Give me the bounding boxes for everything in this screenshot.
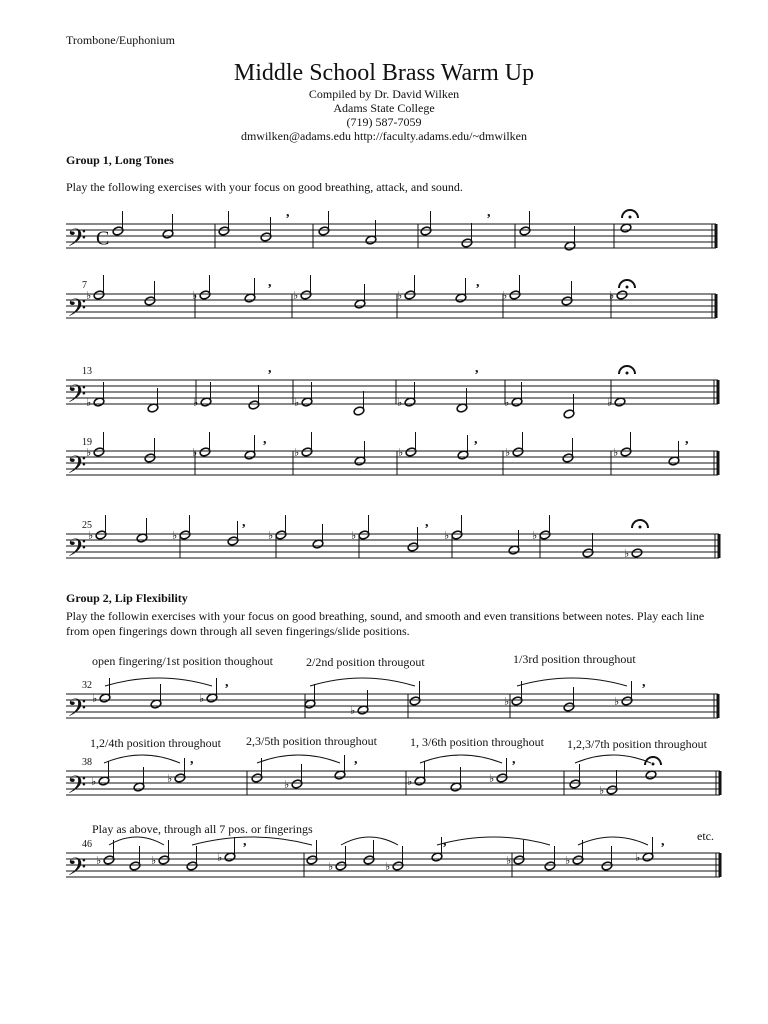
note-head — [405, 447, 417, 457]
group2-instructions: Play the followin exercises with your focus on good breathing, sound, and smooth and even transitions between notes. Play each line from open fingerings down through all seven fingerings/slide positions. — [66, 609, 705, 638]
note-head — [275, 530, 287, 540]
page-title: Middle School Brass Warm Up — [233, 60, 535, 86]
flat-icon: ♭ — [504, 396, 510, 409]
note-head — [450, 782, 462, 792]
fermata-icon — [619, 366, 635, 374]
note-head — [291, 779, 303, 789]
flat-icon: ♭ — [86, 289, 92, 302]
fermata-dot — [639, 526, 642, 529]
fermata-dot — [626, 372, 629, 375]
slur — [257, 755, 340, 763]
breath-mark-icon: , — [286, 205, 290, 220]
breath-mark-icon: , — [225, 675, 229, 690]
note-head — [420, 226, 432, 236]
note-head — [620, 223, 632, 233]
music-staff — [66, 834, 720, 888]
flat-icon: ♭ — [192, 446, 198, 459]
slur — [104, 755, 180, 763]
slur — [578, 837, 648, 845]
breath-mark-icon: , — [243, 834, 247, 849]
note-head — [509, 290, 521, 300]
flat-icon: ♭ — [284, 778, 290, 791]
note-head — [136, 533, 148, 543]
breath-mark-icon: , — [268, 275, 272, 290]
flat-icon: ♭ — [398, 446, 404, 459]
flat-icon: ♭ — [91, 775, 97, 788]
flat-icon: ♭ — [86, 396, 92, 409]
slur — [420, 755, 502, 763]
flat-icon: ♭ — [397, 396, 403, 409]
note-head — [144, 296, 156, 306]
flat-icon: ♭ — [607, 396, 613, 409]
fermata-dot — [629, 216, 632, 219]
flat-icon: ♭ — [614, 695, 620, 708]
fermata-icon — [645, 757, 661, 765]
time-signature: C — [96, 227, 110, 250]
note-head — [200, 397, 212, 407]
note-head — [539, 530, 551, 540]
note-head — [668, 456, 680, 466]
note-head — [112, 226, 124, 236]
note-head — [496, 773, 508, 783]
breath-mark-icon: , — [443, 834, 447, 849]
bass-clef-icon: 𝄢 — [67, 853, 87, 888]
note-head — [456, 403, 468, 413]
group1-heading: Group 1, Long Tones — [66, 153, 174, 167]
note-head — [248, 400, 260, 410]
flat-icon: ♭ — [505, 446, 511, 459]
note-head — [511, 397, 523, 407]
fermata-dot — [626, 286, 629, 289]
breath-mark-icon: , — [354, 752, 358, 767]
note-head — [563, 702, 575, 712]
fermata-icon — [622, 210, 638, 218]
note-head — [451, 530, 463, 540]
bass-clef-icon: 𝄢 — [67, 294, 87, 329]
measure-number: 13 — [82, 366, 92, 377]
bass-clef-icon: 𝄢 — [67, 224, 87, 259]
group1-instructions: Play the following exercises with your focus on good breathing, attack, and sound. — [66, 180, 463, 194]
note-head — [133, 782, 145, 792]
flat-icon: ♭ — [92, 692, 98, 705]
breath-mark-icon: , — [476, 275, 480, 290]
measure-number: 38 — [82, 757, 92, 768]
flat-icon: ♭ — [624, 547, 630, 560]
flat-icon: ♭ — [609, 289, 615, 302]
breath-mark-icon: , — [475, 361, 479, 376]
flat-icon: ♭ — [193, 396, 199, 409]
breath-mark-icon: , — [425, 515, 429, 530]
measure-number: 32 — [82, 680, 92, 691]
music-staff — [66, 205, 716, 259]
measure-number: 7 — [82, 280, 87, 291]
music-staff — [66, 752, 720, 806]
note-head — [186, 861, 198, 871]
note-head — [306, 855, 318, 865]
breath-mark-icon: , — [263, 432, 267, 447]
note-head — [582, 548, 594, 558]
slur — [192, 837, 312, 845]
flat-icon: ♭ — [613, 446, 619, 459]
note-head — [409, 696, 421, 706]
note-head — [513, 855, 525, 865]
note-head — [561, 296, 573, 306]
flat-icon: ♭ — [172, 529, 178, 542]
note-head — [147, 403, 159, 413]
note-head — [353, 406, 365, 416]
flat-icon: ♭ — [397, 289, 403, 302]
etc-label: etc. — [697, 829, 714, 843]
music-staff — [66, 515, 719, 569]
flat-icon: ♭ — [351, 529, 357, 542]
credit-line: Compiled by Dr. David Wilken — [308, 87, 460, 101]
note-head — [358, 530, 370, 540]
flat-icon: ♭ — [407, 775, 413, 788]
credit-line: Adams State College — [333, 101, 435, 115]
note-head — [511, 696, 523, 706]
bass-clef-icon: 𝄢 — [67, 694, 87, 729]
music-staff — [66, 361, 718, 419]
note-head — [601, 861, 613, 871]
note-head — [300, 290, 312, 300]
note-head — [642, 852, 654, 862]
note-head — [93, 397, 105, 407]
note-head — [455, 293, 467, 303]
flat-icon: ♭ — [294, 446, 300, 459]
measure-number: 19 — [82, 437, 92, 448]
note-head — [312, 539, 324, 549]
breath-mark-icon: , — [242, 515, 246, 530]
position-label: Play as above, through all 7 pos. or fingerings — [92, 822, 313, 836]
note-head — [218, 226, 230, 236]
note-head — [227, 536, 239, 546]
music-staff — [66, 432, 718, 486]
slur — [437, 837, 550, 845]
flat-icon: ♭ — [199, 692, 205, 705]
flat-icon: ♭ — [506, 854, 512, 867]
slur — [517, 678, 627, 686]
note-head — [620, 447, 632, 457]
note-head — [95, 530, 107, 540]
note-head — [199, 447, 211, 457]
note-head — [563, 409, 575, 419]
note-head — [461, 238, 473, 248]
flat-icon: ♭ — [565, 854, 571, 867]
note-head — [174, 773, 186, 783]
position-label: 1/3rd position throughout — [513, 652, 636, 666]
note-head — [251, 773, 263, 783]
note-head — [631, 548, 643, 558]
slur — [105, 678, 212, 686]
note-head — [318, 226, 330, 236]
breath-mark-icon: , — [190, 752, 194, 767]
flat-icon: ♭ — [217, 851, 223, 864]
slur — [575, 755, 651, 763]
note-head — [404, 290, 416, 300]
note-head — [414, 776, 426, 786]
note-head — [244, 450, 256, 460]
note-head — [158, 855, 170, 865]
position-label: open fingering/1st position thoughout — [92, 654, 273, 668]
breath-mark-icon: , — [474, 432, 478, 447]
credits-block — [0, 87, 768, 143]
note-head — [407, 542, 419, 552]
credit-line: (719) 587-7059 — [346, 115, 422, 129]
breath-mark-icon: , — [487, 205, 491, 220]
group2-heading: Group 2, Lip Flexibility — [66, 591, 188, 605]
position-label: 1, 3/6th position throughout — [410, 735, 545, 749]
note-head — [572, 855, 584, 865]
note-head — [301, 447, 313, 457]
note-head — [404, 397, 416, 407]
flat-icon: ♭ — [444, 529, 450, 542]
note-head — [616, 290, 628, 300]
measure-number: 25 — [82, 520, 92, 531]
flat-icon: ♭ — [385, 860, 391, 873]
note-head — [512, 447, 524, 457]
note-head — [179, 530, 191, 540]
note-head — [93, 290, 105, 300]
flat-icon: ♭ — [294, 396, 300, 409]
flat-icon: ♭ — [96, 854, 102, 867]
note-head — [365, 235, 377, 245]
flat-icon: ♭ — [328, 860, 334, 873]
flat-icon: ♭ — [167, 772, 173, 785]
note-head — [99, 693, 111, 703]
bass-clef-icon: 𝄢 — [67, 771, 87, 806]
note-head — [334, 770, 346, 780]
breath-mark-icon: , — [685, 432, 689, 447]
bass-clef-icon: 𝄢 — [67, 380, 87, 415]
note-head — [357, 705, 369, 715]
breath-mark-icon: , — [268, 361, 272, 376]
slur — [109, 837, 164, 845]
note-head — [144, 453, 156, 463]
breath-mark-icon: , — [512, 752, 516, 767]
note-head — [244, 293, 256, 303]
slur — [341, 837, 398, 845]
position-label: 2/2nd position througout — [306, 655, 425, 669]
note-head — [645, 770, 657, 780]
flat-icon: ♭ — [532, 529, 538, 542]
flat-icon: ♭ — [502, 289, 508, 302]
slur — [310, 678, 415, 686]
note-head — [224, 852, 236, 862]
note-head — [564, 241, 576, 251]
note-head — [569, 779, 581, 789]
note-head — [93, 447, 105, 457]
note-head — [206, 693, 218, 703]
note-head — [621, 696, 633, 706]
flat-icon: ♭ — [504, 695, 510, 708]
note-head — [354, 299, 366, 309]
note-head — [562, 453, 574, 463]
bass-clef-icon: 𝄢 — [67, 451, 87, 486]
flat-icon: ♭ — [599, 784, 605, 797]
note-head — [614, 397, 626, 407]
instrument-label: Trombone/Euphonium — [66, 33, 175, 47]
flat-icon: ♭ — [350, 704, 356, 717]
flat-icon: ♭ — [635, 851, 641, 864]
note-head — [260, 232, 272, 242]
position-label: 1,2,3/7th position throughout — [567, 737, 708, 751]
flat-icon: ♭ — [151, 854, 157, 867]
flat-icon: ♭ — [88, 529, 94, 542]
note-head — [199, 290, 211, 300]
flat-icon: ♭ — [86, 446, 92, 459]
fermata-icon — [619, 280, 635, 288]
credit-line: dmwilken@adams.edu http://faculty.adams.edu/~dmwilken — [240, 129, 528, 143]
note-head — [335, 861, 347, 871]
note-head — [392, 861, 404, 871]
music-staff — [66, 275, 716, 329]
position-label: 1,2/4th position throughout — [90, 736, 222, 750]
note-head — [431, 852, 443, 862]
note-head — [519, 226, 531, 236]
note-head — [544, 861, 556, 871]
note-head — [304, 699, 316, 709]
fermata-dot — [652, 763, 655, 766]
position-label: 2,3/5th position throughout — [246, 734, 378, 748]
flat-icon: ♭ — [293, 289, 299, 302]
note-head — [354, 456, 366, 466]
music-staff — [66, 675, 718, 729]
measure-number: 46 — [82, 839, 92, 850]
note-head — [98, 776, 110, 786]
flat-icon: ♭ — [192, 289, 198, 302]
breath-mark-icon: , — [642, 675, 646, 690]
flat-icon: ♭ — [489, 772, 495, 785]
note-head — [457, 450, 469, 460]
note-head — [162, 229, 174, 239]
note-head — [103, 855, 115, 865]
flat-icon: ♭ — [268, 529, 274, 542]
note-head — [363, 855, 375, 865]
bass-clef-icon: 𝄢 — [67, 534, 87, 569]
note-head — [129, 861, 141, 871]
note-head — [301, 397, 313, 407]
fermata-icon — [632, 520, 648, 528]
breath-mark-icon: , — [661, 834, 665, 849]
note-head — [508, 545, 520, 555]
note-head — [606, 785, 618, 795]
note-head — [150, 699, 162, 709]
